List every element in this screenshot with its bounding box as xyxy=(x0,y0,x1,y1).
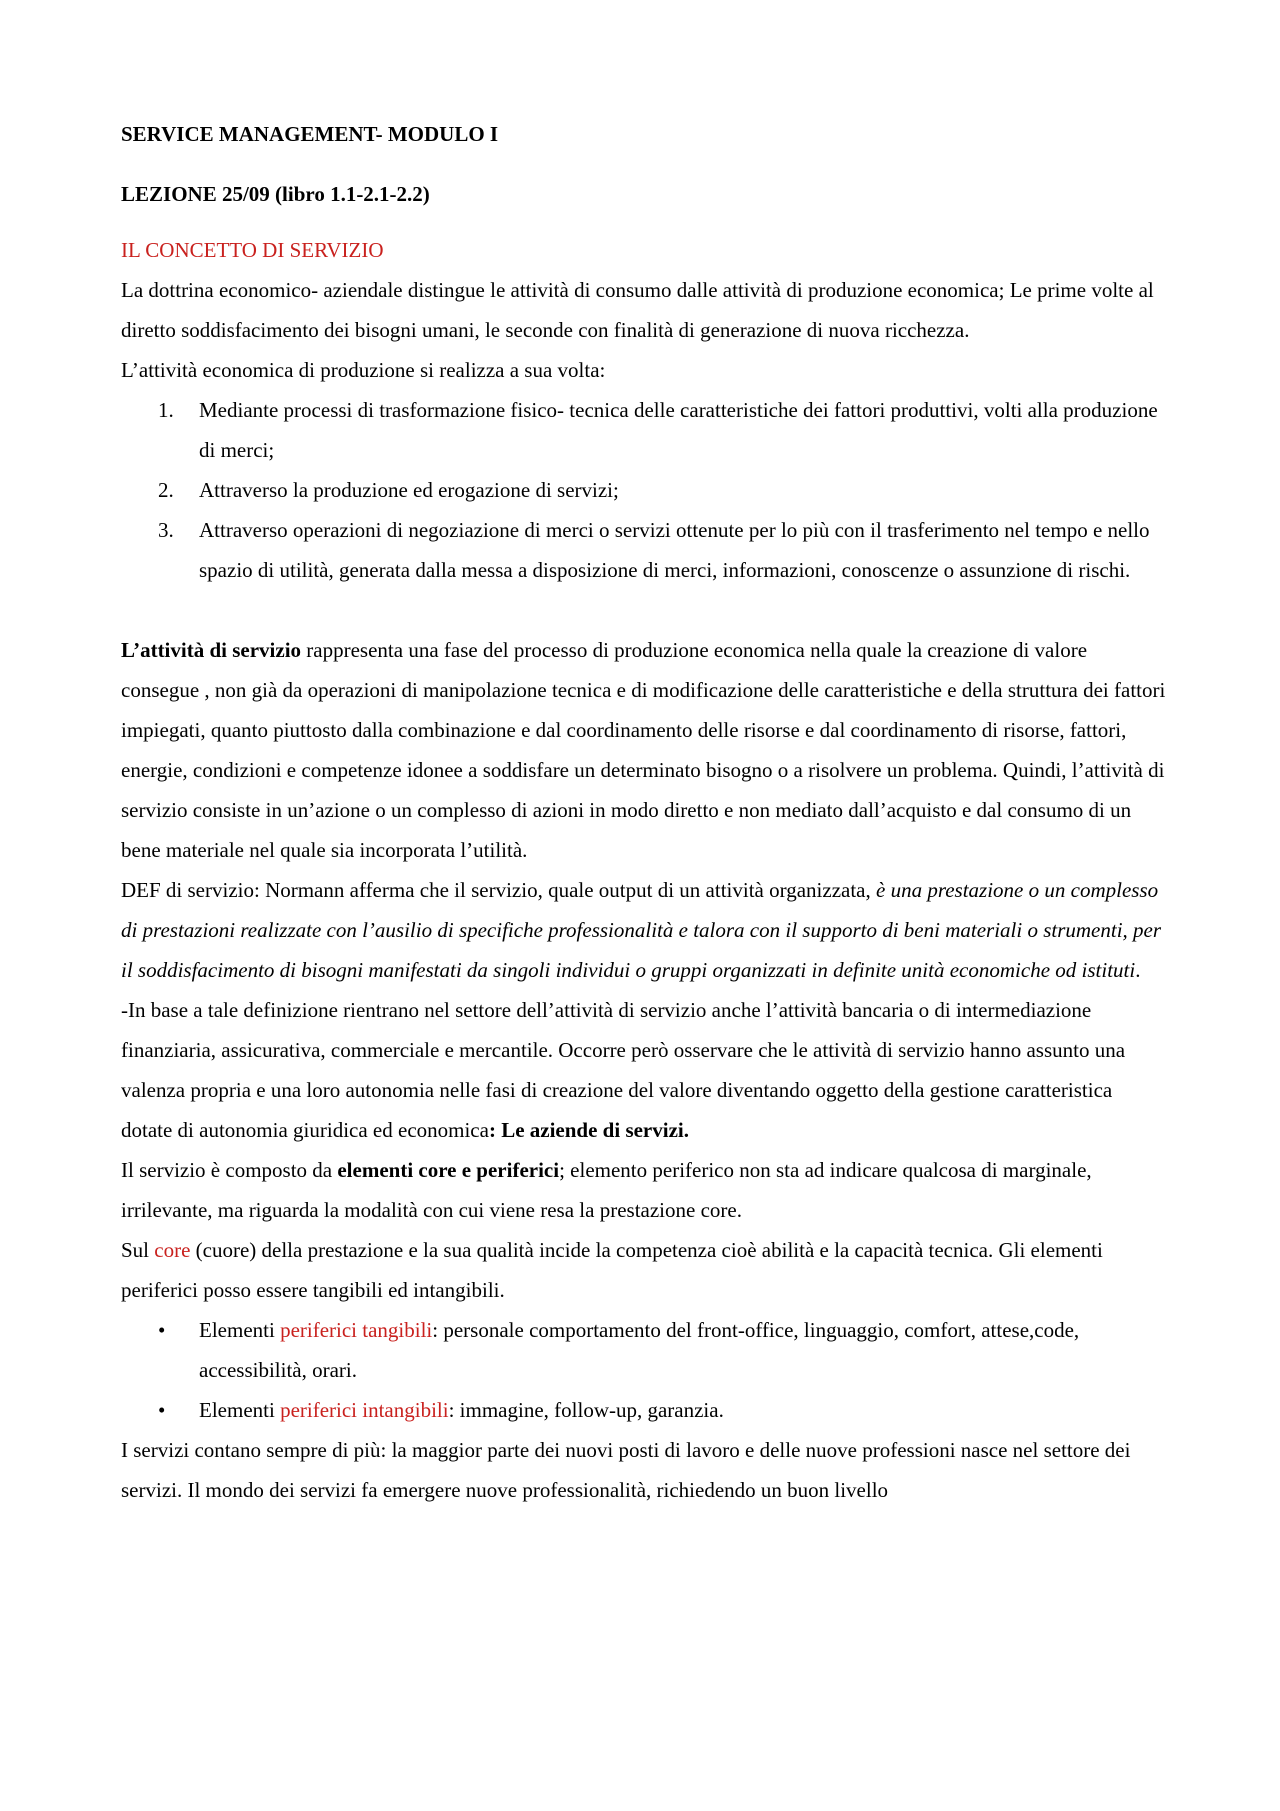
bold-term: : Le aziende di servizi. xyxy=(488,1118,689,1142)
list-item-text: Mediante processi di trasformazione fisico- tecnica delle caratteristiche dei fattori produttivi, volti alla produzione di merci; xyxy=(199,398,1158,462)
bold-term: elementi core e periferici xyxy=(337,1158,560,1182)
paragraph-1: La dottrina economico- aziendale distingue le attività di consumo dalle attività di produzione economica; Le prime volte al diretto soddisfacimento dei bisogni umani, le seconde con finalità di generazione di nuova ricchezza. xyxy=(121,278,1154,342)
section-heading: IL CONCETTO DI SERVIZIO xyxy=(121,238,384,262)
paragraph-text: : personale comportamento del front-office, linguaggio, comfort, attese,code, accessibilità, orari. xyxy=(199,1318,1080,1382)
bullet-marker: • xyxy=(158,1398,166,1422)
lesson-subtitle: LEZIONE 25/09 (libro 1.1-2.1-2.2) xyxy=(121,182,430,206)
paragraph-5 xyxy=(121,990,1166,1150)
italic-definition: è una prestazione o un complesso di prestazioni realizzate con l’ausilio di specifiche professionalità e talora con il supporto di beni materiali o strumenti, per il soddisfacimento di bisogni manifestati da singoli individui o gruppi organizzati in definite unità economiche od istituti xyxy=(121,878,1162,982)
list-item-text: Attraverso operazioni di negoziazione di merci o servizi ottenute per lo più con il trasferimento nel tempo e nello spazio di utilità, generata dalla messa a disposizione di merci, informazioni, conoscenze o assunzione di rischi. xyxy=(199,518,1150,582)
bullet-list xyxy=(121,1310,1166,1430)
paragraph-text: Elementi xyxy=(199,1318,281,1342)
paragraph-text: Il servizio è composto da xyxy=(121,1158,338,1182)
paragraph-7 xyxy=(121,1230,1166,1310)
paragraph-definition xyxy=(121,870,1166,990)
paragraph-text: -In base a tale definizione rientrano nel settore dell’attività di servizio anche l’attività bancaria o di intermediazione finanziaria, assicurativa, commerciale e mercantile. Occorre però osservare che le attività di servizio hanno assunto una valenza propria e una loro autonomia nelle fasi di creazione del valore diventando oggetto della gestione caratteristica dotate di autonomia giuridica ed economica xyxy=(121,998,1126,1142)
list-marker: 3. xyxy=(158,518,174,542)
paragraph-text: (cuore) della prestazione e la sua qualità incide la competenza cioè abilità e la capacità tecnica. Gli elementi periferici posso essere tangibili ed intangibili. xyxy=(121,1238,1103,1302)
highlight-term: core xyxy=(154,1238,191,1262)
list-item xyxy=(121,390,1166,470)
paragraph-text: Sul xyxy=(121,1238,155,1262)
list-item xyxy=(121,1390,1166,1430)
list-item xyxy=(121,1310,1166,1390)
highlight-term: periferici tangibili xyxy=(280,1318,433,1342)
paragraph-text: rappresenta una fase del processo di produzione economica nella quale la creazione di valore consegue , non già da operazioni di manipolazione tecnica e di modificazione delle caratteristiche e della struttura dei fattori impiegati, quanto piuttosto dalla combinazione e dal coordinamento delle risorse e dal coordinamento di risorse, fattori, energie, condizioni e competenze idonee a soddisfare un determinato bisogno o a risolvere un problema. Quindi, l’attività di servizio consiste in un’azione o un complesso di azioni in modo diretto e non mediato dall’acquisto e dal consumo di un bene materiale nel quale sia incorporata l’utilità. xyxy=(121,638,1166,862)
document-title: SERVICE MANAGEMENT- MODULO I xyxy=(121,122,499,146)
paragraph-2: L’attività economica di produzione si realizza a sua volta: xyxy=(121,358,606,382)
paragraph-text: ; elemento periferico non sta ad indicare qualcosa di marginale, irrilevante, ma riguarda la modalità con cui viene resa la prestazione core. xyxy=(121,1158,1092,1222)
bold-term: L’attività di servizio xyxy=(121,638,302,662)
document-body xyxy=(121,230,1166,1510)
paragraph-8: I servizi contano sempre di più: la maggior parte dei nuovi posti di lavoro e delle nuove professioni nasce nel settore dei servizi. Il mondo dei servizi fa emergere nuove professionalità, richiedendo un buon livello xyxy=(121,1438,1131,1502)
paragraph-6 xyxy=(121,1150,1166,1230)
blank-line xyxy=(121,590,1166,630)
paragraph-text: : immagine, follow-up, garanzia. xyxy=(448,1398,724,1422)
paragraph-3 xyxy=(121,630,1166,870)
paragraph-text: DEF di servizio: Normann afferma che il servizio, quale output di un attività organizzata, xyxy=(121,878,876,902)
list-item xyxy=(121,510,1166,590)
list-marker: 1. xyxy=(158,398,174,422)
numbered-list xyxy=(121,390,1166,590)
list-marker: 2. xyxy=(158,478,174,502)
list-item xyxy=(121,470,1166,510)
bullet-marker: • xyxy=(158,1318,166,1342)
list-item-text: Attraverso la produzione ed erogazione di servizi; xyxy=(199,478,619,502)
highlight-term: periferici intangibili xyxy=(280,1398,449,1422)
paragraph-text: Elementi xyxy=(199,1398,281,1422)
paragraph-text: . xyxy=(1135,958,1141,982)
